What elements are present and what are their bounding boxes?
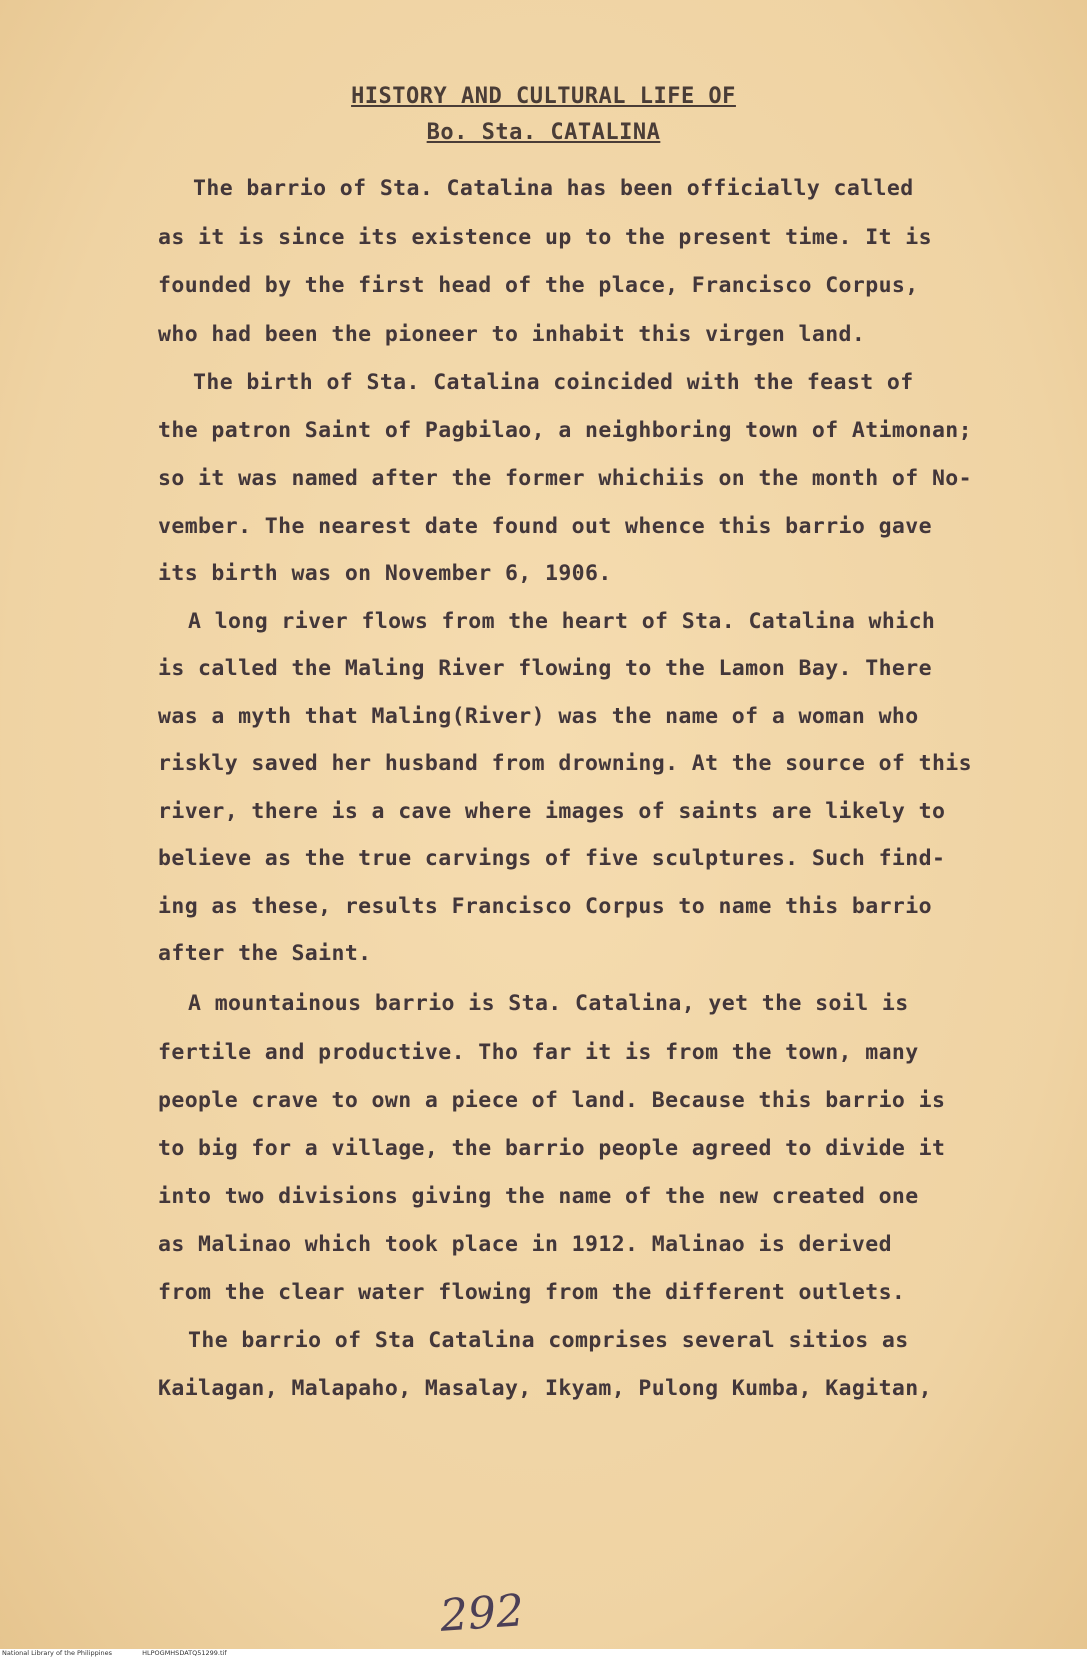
text-line: river, there is a cave where images of saints are likely to bbox=[158, 799, 946, 824]
text-line: the patron Saint of Pagbilao, a neighboring town of Atimonan; bbox=[158, 418, 972, 443]
scan-filename: HLPOGMHSDATQ51299.tif bbox=[142, 1649, 227, 1657]
text-line: its birth was on November 6, 1906. bbox=[158, 561, 612, 586]
text-line: from the clear water flowing from the different outlets. bbox=[158, 1280, 906, 1305]
text-line: The barrio of Sta. Catalina has been officially called bbox=[193, 176, 914, 201]
scan-footer bbox=[0, 1649, 1087, 1658]
text-line: riskly saved her husband from drowning. At the source of this bbox=[158, 751, 972, 776]
text-line: was a myth that Maling(River) was the name of a woman who bbox=[158, 704, 919, 729]
document-title: HISTORY AND CULTURAL LIFE OF bbox=[351, 84, 736, 109]
text-line: who had been the pioneer to inhabit this virgen land. bbox=[158, 322, 866, 347]
text-line: after the Saint. bbox=[158, 941, 372, 966]
text-line: to big for a village, the barrio people agreed to divide it bbox=[158, 1136, 946, 1161]
text-line: A long river flows from the heart of Sta. Catalina which bbox=[188, 609, 936, 634]
text-line: so it was named after the former whichiis on the month of No- bbox=[158, 466, 972, 491]
document-subtitle: Bo. Sta. CATALINA bbox=[426, 120, 661, 145]
text-line: A mountainous barrio is Sta. Catalina, yet the soil is bbox=[188, 991, 909, 1016]
library-credit: National Library of the Philippines bbox=[2, 1649, 113, 1657]
text-line: as Malinao which took place in 1912. Malinao is derived bbox=[158, 1232, 892, 1257]
text-line: ing as these, results Francisco Corpus to name this barrio bbox=[158, 894, 932, 919]
text-line: Kailagan, Malapaho, Masalay, Ikyam, Pulong Kumba, Kagitan, bbox=[158, 1376, 932, 1401]
text-line: is called the Maling River flowing to the Lamon Bay. There bbox=[158, 656, 932, 681]
text-line: into two divisions giving the name of the new created one bbox=[158, 1184, 919, 1209]
text-line: vember. The nearest date found out whence this barrio gave bbox=[158, 514, 932, 539]
text-line: The barrio of Sta Catalina comprises several sitios as bbox=[188, 1328, 909, 1353]
text-line: as it is since its existence up to the present time. It is bbox=[158, 225, 932, 250]
text-line: people crave to own a piece of land. Because this barrio is bbox=[158, 1088, 946, 1113]
handwritten-page-number: 292 bbox=[438, 1585, 526, 1642]
text-line: founded by the first head of the place, Francisco Corpus, bbox=[158, 273, 919, 298]
text-line: believe as the true carvings of five sculptures. Such find- bbox=[158, 846, 946, 871]
text-line: The birth of Sta. Catalina coincided with the feast of bbox=[193, 370, 914, 395]
text-line: fertile and productive. Tho far it is from the town, many bbox=[158, 1040, 919, 1065]
